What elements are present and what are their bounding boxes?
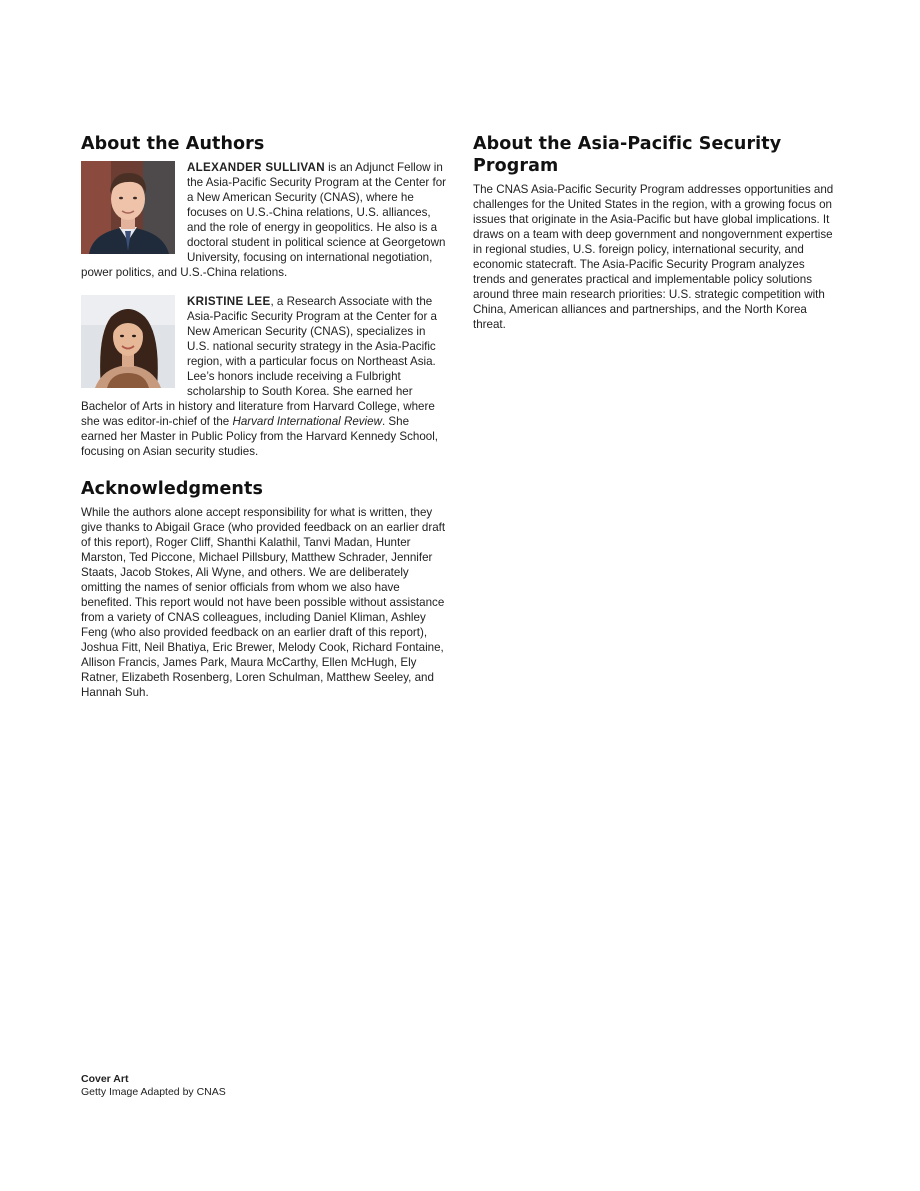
- portrait-man-icon: [81, 161, 175, 254]
- acknowledgments-text: While the authors alone accept responsibility for what is written, they give thanks to Abigail Grace (who provided feedback on an earlier draft of this report), Roger Cliff, Shanthi Kalathil, Tanvi Madan, Hunter Marston, Ted Piccone, Michael Pillsbury, Matthew Schrader, Jennifer Staats, Jacob Stokes, Ali Wyne, and others. We are deliberately omitting the names of senior officials from whom we also have benefited. This report would not have been possible without assistance from a variety of CNAS colleagues, including Daniel Kliman, Ashley Feng (who also provided feedback on an earlier draft of this report), Joshua Fitt, Neil Bhatiya, Eric Brewer, Melody Cook, Richard Fontaine, Allison Francis, James Park, Maura McCarthy, Ellen McHugh, Ely Ratner, Elizabeth Rosenberg, Loren Schulman, Matthew Seeley, and Hannah Suh.: [81, 506, 446, 699]
- portrait-woman-icon: [81, 295, 175, 388]
- author-bio-body: , a Research Associate with the Asia-Pacific Security Program at the Center for a New American Security (CNAS), specializes in U.S. national security strategy in the Asia-Pacific region, with a particular focus on Northeast Asia. Lee’s honors include receiving a Fulbright scholarship to South Korea. She earned her Bachelor of Arts in history and literature from Harvard College, where she was editor-in-chief of the: [81, 295, 438, 428]
- author-name: ALEXANDER SULLIVAN: [187, 161, 325, 174]
- program-heading: About the Asia-Pacific Security Program: [473, 134, 782, 176]
- cover-art-source: Getty Image Adapted by CNAS: [81, 1086, 226, 1098]
- program-text: The CNAS Asia-Pacific Security Program addresses opportunities and challenges for the United States in the region, with a growing focus on issues that originate in the Asia-Pacific but have global implications. It draws on a team with deep government and nongovernment expertise in regional studies, U.S. foreign policy, international security, and economic statecraft. The Asia-Pacific Security Program analyzes trends and generates practical and implementable policy solutions around three main research priorities: U.S. strategic competition with China, American alliances and partnerships, and the North Korea threat.: [473, 183, 834, 331]
- acknowledgments-heading: Acknowledgments: [81, 479, 263, 499]
- acknowledgments-section: [81, 478, 447, 700]
- left-column: [81, 133, 447, 700]
- authors-heading: About the Authors: [81, 134, 265, 154]
- author-name: KRISTINE LEE: [187, 295, 271, 308]
- cover-art-title: Cover Art: [81, 1073, 129, 1085]
- author-bio-body: is an Adjunct Fellow in the Asia-Pacific Security Program at the Center for a New American Security (CNAS), where he focuses on U.S.-China relations, U.S. alliances, and the role of energy in geopolitics. He also is a doctoral student in political science at Georgetown University, focusing on international negotiation, power politics, and U.S.-China relations.: [81, 161, 447, 279]
- cover-art-credit: [81, 1073, 226, 1099]
- right-column: [473, 133, 839, 332]
- author-bio-body-end: . She earned her Master in Public Policy from the Harvard Kennedy School, focusing on Asian security studies.: [81, 415, 439, 458]
- author-bio-lee: [81, 294, 447, 459]
- author-bio-italic: Harvard International Review: [232, 415, 382, 428]
- author-bio-sullivan: [81, 160, 447, 280]
